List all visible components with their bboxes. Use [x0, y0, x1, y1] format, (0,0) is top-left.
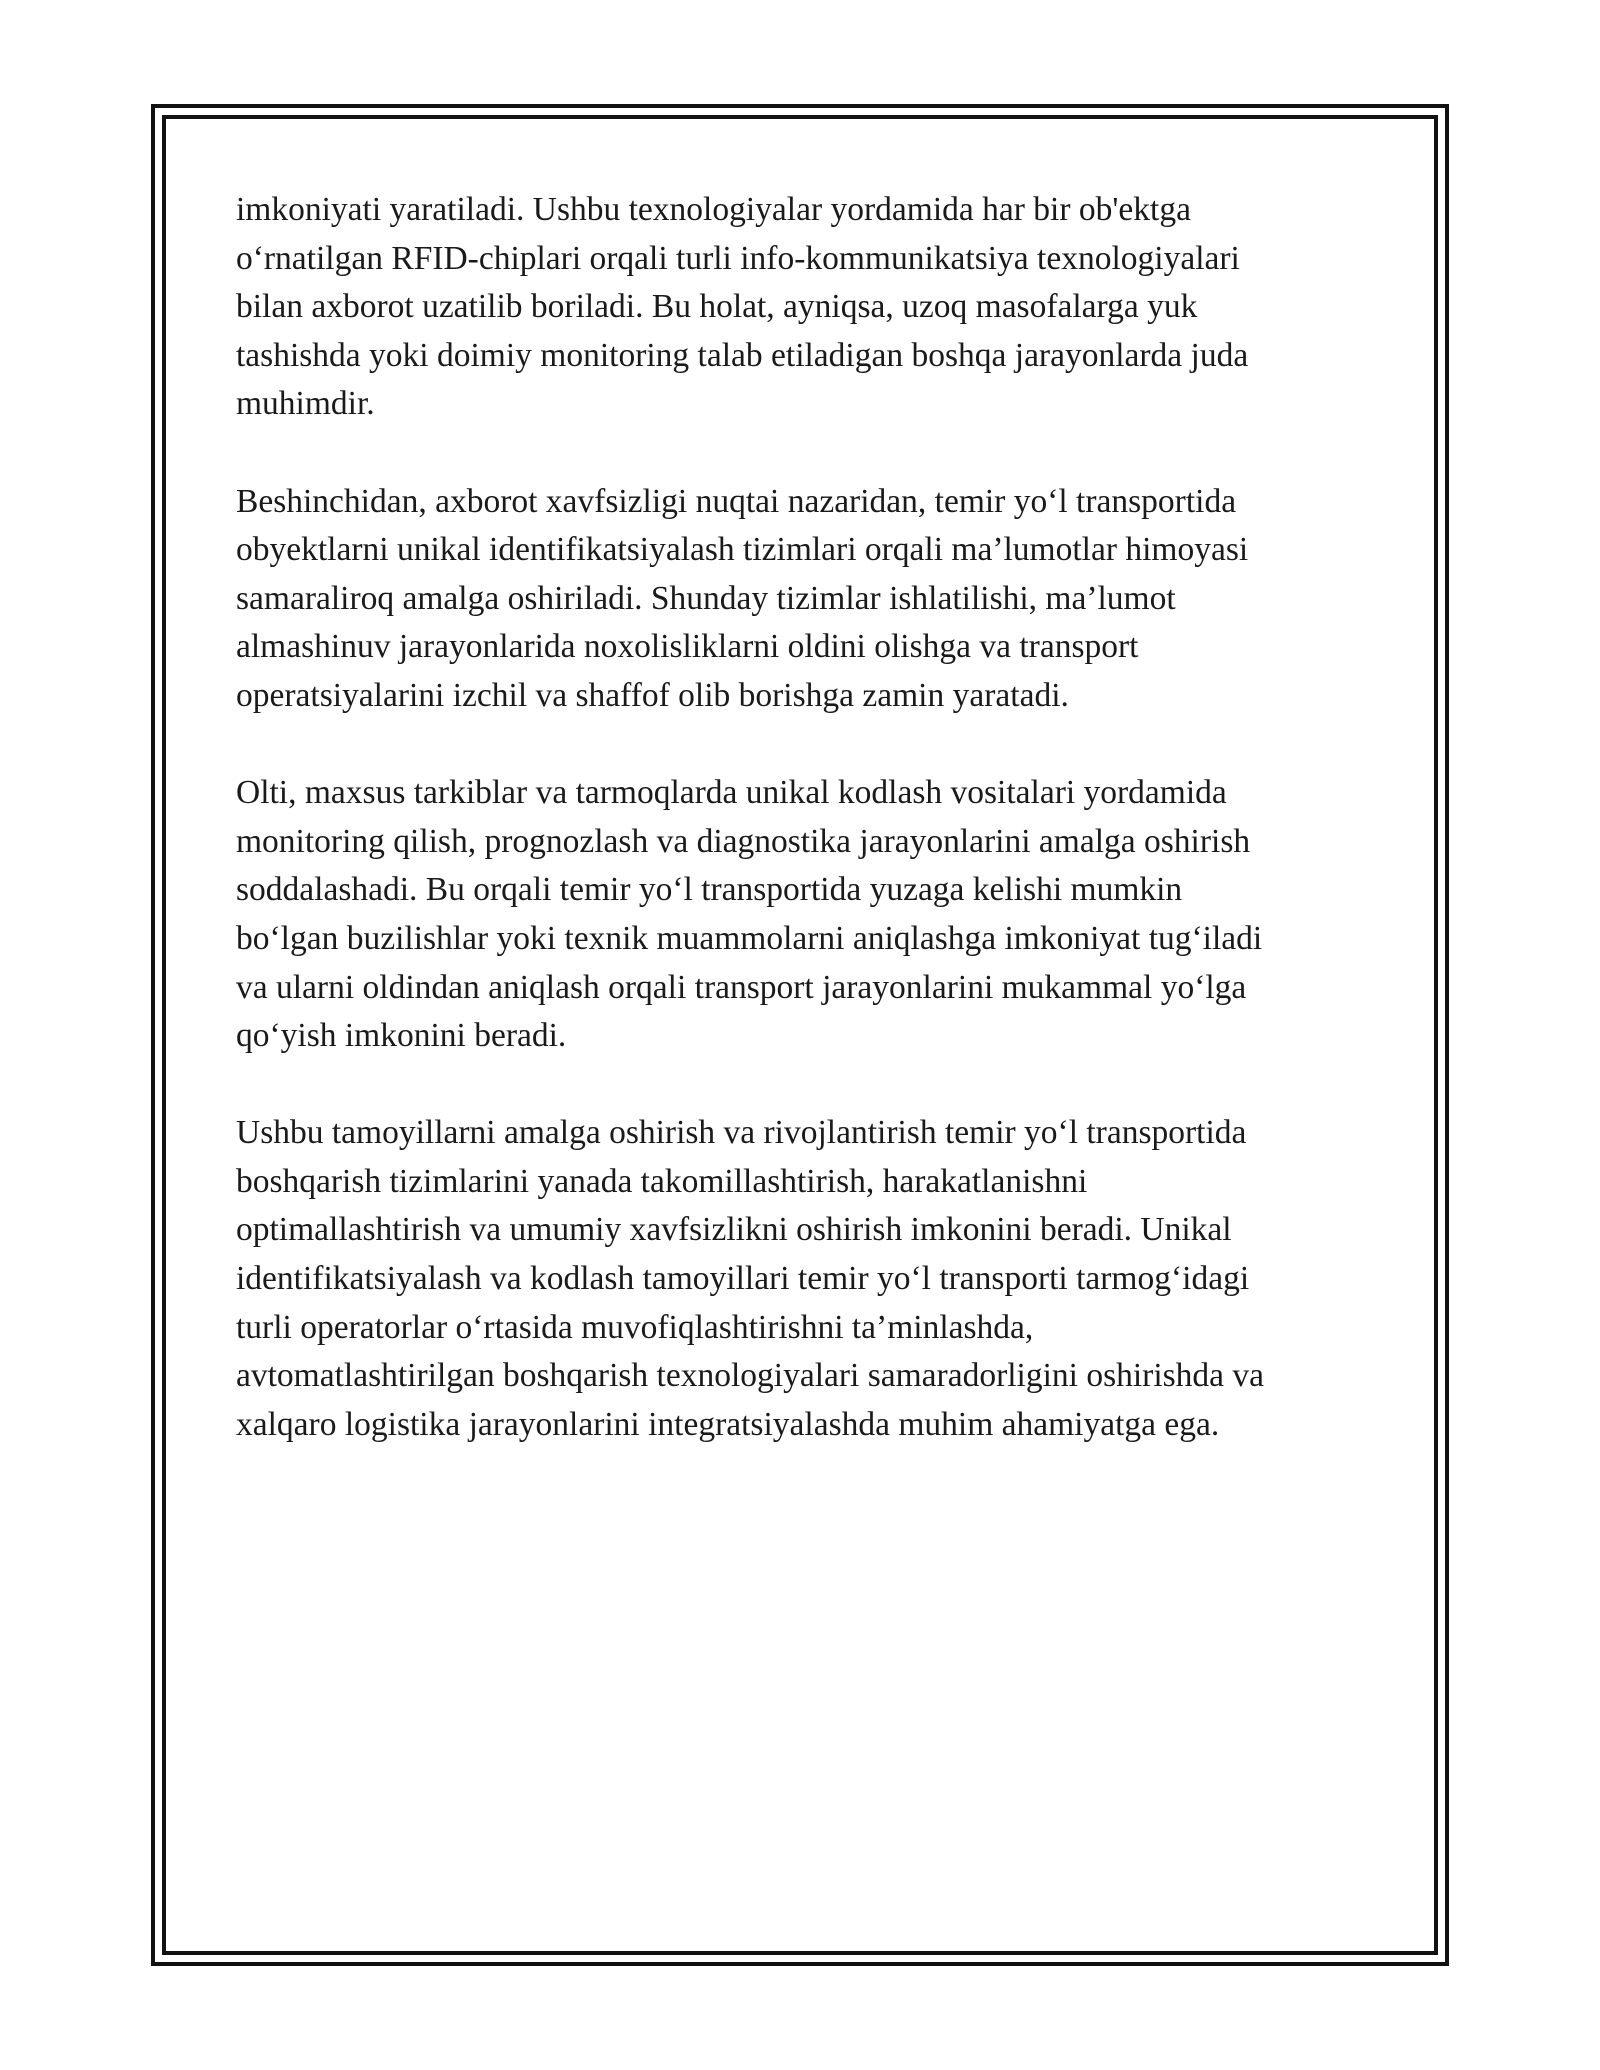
paragraph-1: imkoniyati yaratiladi. Ushbu texnologiyalar yordamida har bir ob'ektga o‘rnatilgan RFID-chiplari orqali turli info-kommunikatsiya texnologiyalari bilan axborot uzatilib boriladi. Bu holat, ayniqsa, uzoq masofalarga yuk tashishda yoki doimiy monitoring talab etiladigan boshqa jarayonlarda juda muhimdir. — [236, 191, 1249, 423]
document-body — [236, 186, 1376, 1449]
paragraph-3: Olti, maxsus tarkiblar va tarmoqlarda unikal kodlash vositalari yordamida monitoring qilish, prognozlash va diagnostika jarayonlarini amalga oshirish soddalashadi. Bu orqali temir yo‘l transportida yuzaga kelishi mumkin bo‘lgan buzilishlar yoki texnik muammolarni aniqlashga imkoniyat tug‘iladi va ularni oldindan aniqlash orqali transport jarayonlarini mukammal yo‘lga qo‘yish imkonini beradi. — [236, 774, 1263, 1055]
paragraph-2: Beshinchidan, axborot xavfsizligi nuqtai nazaridan, temir yo‘l transportida obyektlarni unikal identifikatsiyalash tizimlari orqali ma’lumotlar himoyasi samaraliroq amalga oshiriladi. Shunday tizimlar ishlatilishi, ma’lumot almashinuv jarayonlarida noxolisliklarni oldini olishga va transport operatsiyalarini izchil va shaffof olib borishga zamin yaratadi. — [236, 482, 1249, 714]
paragraph-4: Ushbu tamoyillarni amalga oshirish va rivojlantirish temir yo‘l transportida boshqarish tizimlarini yanada takomillashtirish, harakatlanishni optimallashtirish va umumiy xavfsizlikni oshirish imkonini beradi. Unikal identifikatsiyalash va kodlash tamoyillari temir yo‘l transporti tarmog‘idagi turli operatorlar o‘rtasida muvofiqlashtirishni ta’minlashda, avtomatlashtirilgan boshqarish texnologiyalari samaradorligini oshirishda va xalqaro logistika jarayonlarini integratsiyalashda muhim ahamiyatga ega. — [236, 1114, 1265, 1443]
